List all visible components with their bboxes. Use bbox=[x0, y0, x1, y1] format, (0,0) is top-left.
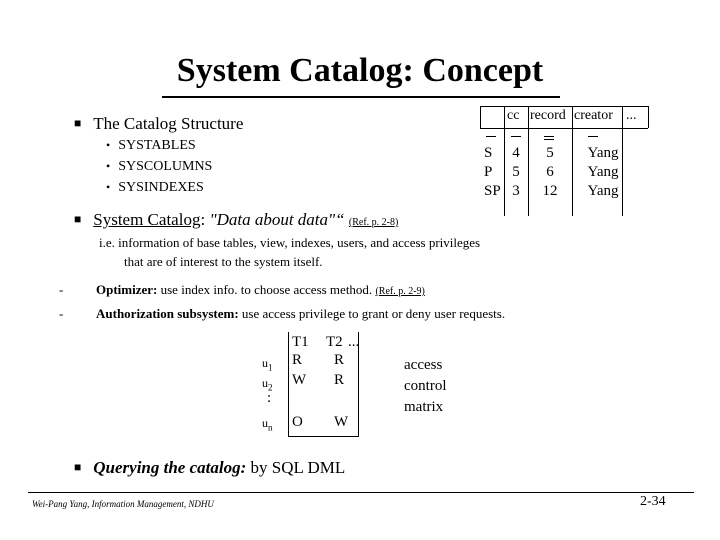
footer-credit: Wei-Pang Yang, Information Management, NDHU bbox=[32, 499, 214, 509]
system-catalog-heading: System Catalog bbox=[93, 210, 201, 229]
catalog-table bbox=[480, 106, 650, 220]
data-about-data: "Data about data"“ bbox=[209, 210, 345, 229]
list-item: • SYSTABLES bbox=[106, 138, 196, 153]
table-left-border bbox=[480, 106, 481, 128]
matrix-left-border bbox=[288, 332, 289, 437]
matrix-ellipsis: : bbox=[267, 390, 272, 406]
page-title: System Catalog: Concept bbox=[176, 52, 544, 89]
table-cell: 5 bbox=[546, 145, 554, 161]
matrix-cell: O bbox=[292, 414, 303, 430]
table-cell: 4 bbox=[512, 145, 520, 161]
dash-marker: - bbox=[59, 306, 64, 321]
page-number: 2-34 bbox=[640, 494, 666, 509]
table-cell: Yang bbox=[587, 145, 619, 161]
table-header-creator: creator bbox=[574, 108, 613, 123]
optimizer-point: Optimizer: use index info. to choose access method. (Ref. p. 2-9) bbox=[96, 282, 425, 297]
dot-bullet-icon: • bbox=[106, 138, 111, 152]
table-header-record: record bbox=[530, 108, 566, 123]
table-cell: Yang bbox=[587, 164, 619, 180]
table-header-more: ... bbox=[626, 108, 637, 123]
table-cell: Yang bbox=[587, 183, 619, 199]
matrix-col-header: ... bbox=[348, 334, 360, 350]
square-bullet-icon: ■ bbox=[74, 116, 82, 130]
footer-divider bbox=[28, 492, 694, 493]
dot-bullet-icon: • bbox=[106, 180, 111, 194]
key-marker bbox=[511, 136, 521, 137]
matrix-cell: R bbox=[292, 352, 303, 368]
access-control-matrix bbox=[258, 330, 378, 440]
matrix-row-label: $u_2$ bbox=[262, 376, 273, 393]
catalog-description-line1: i.e. information of base tables, view, indexes, users, and access privileges bbox=[99, 235, 481, 250]
system-catalog-bullet: ■ System Catalog: "Data about data"“ (Ref. p. 2-8) bbox=[74, 210, 399, 229]
square-bullet-icon: ■ bbox=[74, 460, 82, 474]
key-marker bbox=[544, 136, 554, 137]
ref-link-2-9[interactable]: (Ref. p. 2-9) bbox=[375, 286, 425, 297]
matrix-row-label: $u_n$ bbox=[262, 416, 273, 433]
catalog-structure-bullet bbox=[74, 114, 243, 134]
catalog-description-line2: that are of interest to the system itself. bbox=[124, 254, 323, 269]
authorization-point: Authorization subsystem: use access privilege to grant or deny user requests. bbox=[96, 306, 506, 321]
list-item: • SYSINDEXES bbox=[106, 180, 204, 195]
dash-marker: - bbox=[59, 282, 64, 297]
title-divider bbox=[162, 96, 560, 98]
matrix-cell: R bbox=[334, 372, 345, 388]
dot-bullet-icon: • bbox=[106, 159, 111, 173]
matrix-cell: R bbox=[334, 352, 345, 368]
table-cell: SP bbox=[484, 183, 501, 199]
key-marker bbox=[588, 136, 598, 137]
table-header-cc: cc bbox=[507, 108, 520, 123]
table-cell: 6 bbox=[546, 164, 554, 180]
optimizer-label: Optimizer: bbox=[96, 282, 158, 297]
table-cell: P bbox=[484, 164, 493, 180]
key-marker bbox=[486, 136, 496, 137]
matrix-cell: W bbox=[334, 414, 349, 430]
table-cell: S bbox=[484, 145, 493, 161]
list-item: • SYSCOLUMNS bbox=[106, 159, 213, 174]
table-cell: 5 bbox=[512, 164, 520, 180]
table-cell: 3 bbox=[512, 183, 520, 199]
key-marker bbox=[544, 139, 554, 140]
matrix-col-header: T1 bbox=[292, 334, 309, 350]
ref-link-2-8[interactable]: (Ref. p. 2-8) bbox=[348, 217, 399, 228]
square-bullet-icon: ■ bbox=[74, 212, 82, 226]
matrix-cell: W bbox=[292, 372, 307, 388]
matrix-label: access control matrix bbox=[404, 357, 447, 415]
catalog-structure-heading: The Catalog Structure bbox=[93, 114, 244, 133]
authorization-label: Authorization subsystem: bbox=[96, 306, 239, 321]
querying-bullet: ■ Querying the catalog: by SQL DML bbox=[74, 458, 346, 477]
table-cell: 12 bbox=[542, 183, 558, 199]
matrix-bottom-border bbox=[288, 436, 358, 437]
matrix-col-header: T2 bbox=[326, 334, 343, 350]
matrix-row-label: $u_1$ bbox=[262, 356, 273, 373]
table-right-border bbox=[648, 106, 649, 128]
querying-heading: Querying the catalog: bbox=[93, 458, 247, 477]
